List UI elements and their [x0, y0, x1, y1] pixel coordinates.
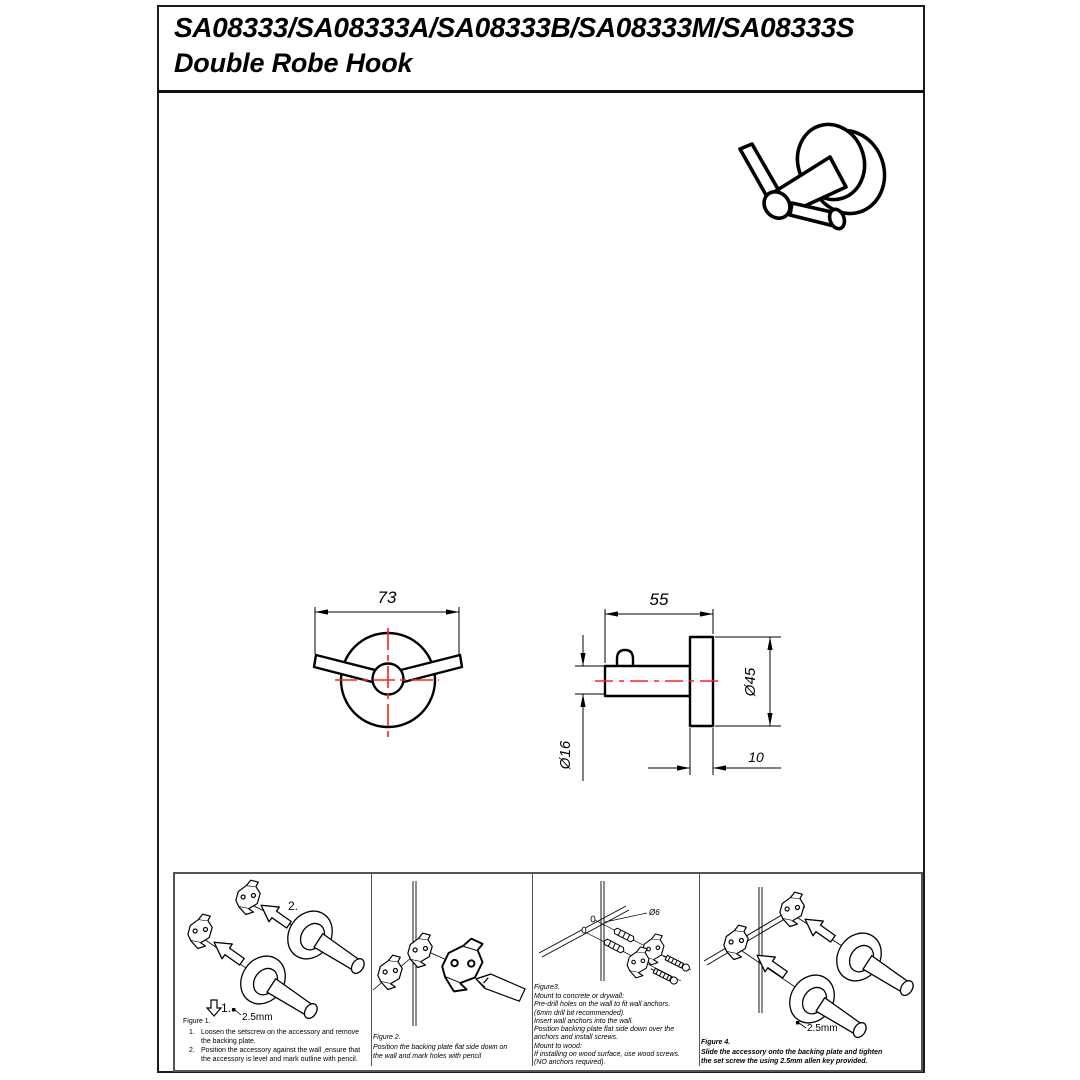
figure4-label: Figure 4. — [701, 1039, 731, 1046]
drill-hole — [591, 916, 595, 922]
callout-step2: 2. — [288, 899, 299, 913]
figure4-line2: the set screw the using 2.5mm allen key provided. — [701, 1058, 868, 1065]
step-number: 2. — [189, 1047, 195, 1055]
figure1-step — [186, 1047, 364, 1064]
front-width-dim: 73 — [377, 588, 397, 607]
step-text: Position the accessory against the wall ,ensure that the accessory is level and mark outline with pencil. — [201, 1047, 361, 1063]
figure2-illustration — [370, 873, 529, 1031]
down-arrow-icon — [207, 1000, 221, 1016]
figure3-line: If installing on wood surface, use wood screws. — [534, 1051, 680, 1059]
callout-allen-key: 2.5mm — [807, 1023, 838, 1034]
front-view-drawing — [298, 583, 483, 753]
figure4-illustration — [698, 873, 918, 1036]
figure3-line: (6mm drill bit recommended). — [534, 1009, 626, 1017]
callout-allen-key: 2.5mm — [242, 1012, 273, 1023]
figure1-label: Figure 1. — [183, 1018, 211, 1025]
figure3-line: Mount to wood: — [534, 1042, 582, 1050]
figure3-line: Pre-drill holes on the wall to fit wall anchors. — [534, 1001, 671, 1009]
slide-arrow-icon — [752, 948, 790, 982]
figure3-line: Position backing plate flat side down over the — [534, 1026, 675, 1034]
pencil-icon — [474, 972, 527, 1002]
hook-assembly — [279, 903, 376, 990]
backing-plate — [719, 923, 757, 962]
isometric-product-view — [700, 112, 900, 242]
hook-assembly — [828, 925, 925, 1012]
callout-step1: 1. — [221, 1001, 232, 1015]
figure3-label: Figure3. — [534, 984, 560, 991]
figure3-line: Mount to concrete or drywall: — [534, 993, 624, 1000]
page-subtitle: Double Robe Hook — [174, 48, 413, 78]
figure3-line: Insert wall anchors into the wall. — [534, 1017, 634, 1025]
setscrew-dot — [232, 1008, 235, 1011]
figure2-line1: Position the backing plate flat side down on — [373, 1044, 508, 1051]
post-diameter-dim: Ø16 — [557, 740, 574, 770]
slide-arrow-icon — [800, 912, 838, 946]
step-text: Loosen the setscrew on the accessory and remove the backing plate. — [201, 1029, 359, 1045]
drill-size-callout: Ø6 — [649, 908, 660, 917]
mounting-screw — [649, 966, 678, 986]
page-title: SA08333/SA08333A/SA08333B/SA08333M/SA08333S — [174, 12, 855, 43]
hook-peg — [617, 650, 633, 666]
drill-hole — [582, 927, 586, 933]
step-number: 1. — [189, 1029, 195, 1036]
figure1-steps — [186, 1028, 364, 1064]
plate-diameter-dim: Ø45 — [742, 667, 759, 697]
side-view-drawing — [548, 583, 793, 798]
mounting-screw — [661, 953, 690, 973]
setscrew-dot — [796, 1021, 799, 1024]
backing-plate — [403, 931, 441, 970]
slide-arrow-icon — [209, 935, 247, 969]
dimension-d16 — [575, 635, 605, 781]
wall-anchor — [613, 927, 635, 942]
figure1-step — [186, 1029, 364, 1046]
plate-thickness-dim: 10 — [748, 749, 764, 765]
figure3-illustration — [531, 873, 696, 983]
figure3-line: anchors and install screws. — [534, 1034, 619, 1042]
figure2-label: Figure 2. — [373, 1034, 401, 1041]
figure2-line2: the wall and mark holes with pencil — [373, 1053, 482, 1060]
wall-anchor — [603, 938, 625, 953]
figure3-text — [534, 993, 680, 1068]
side-projection-dim: 55 — [649, 590, 669, 609]
figure1-illustration — [174, 873, 368, 1023]
figure3-line: (NO anchors required). — [534, 1059, 606, 1067]
figure4-line1: Slide the accessory onto the backing plate and tighten — [701, 1049, 883, 1056]
